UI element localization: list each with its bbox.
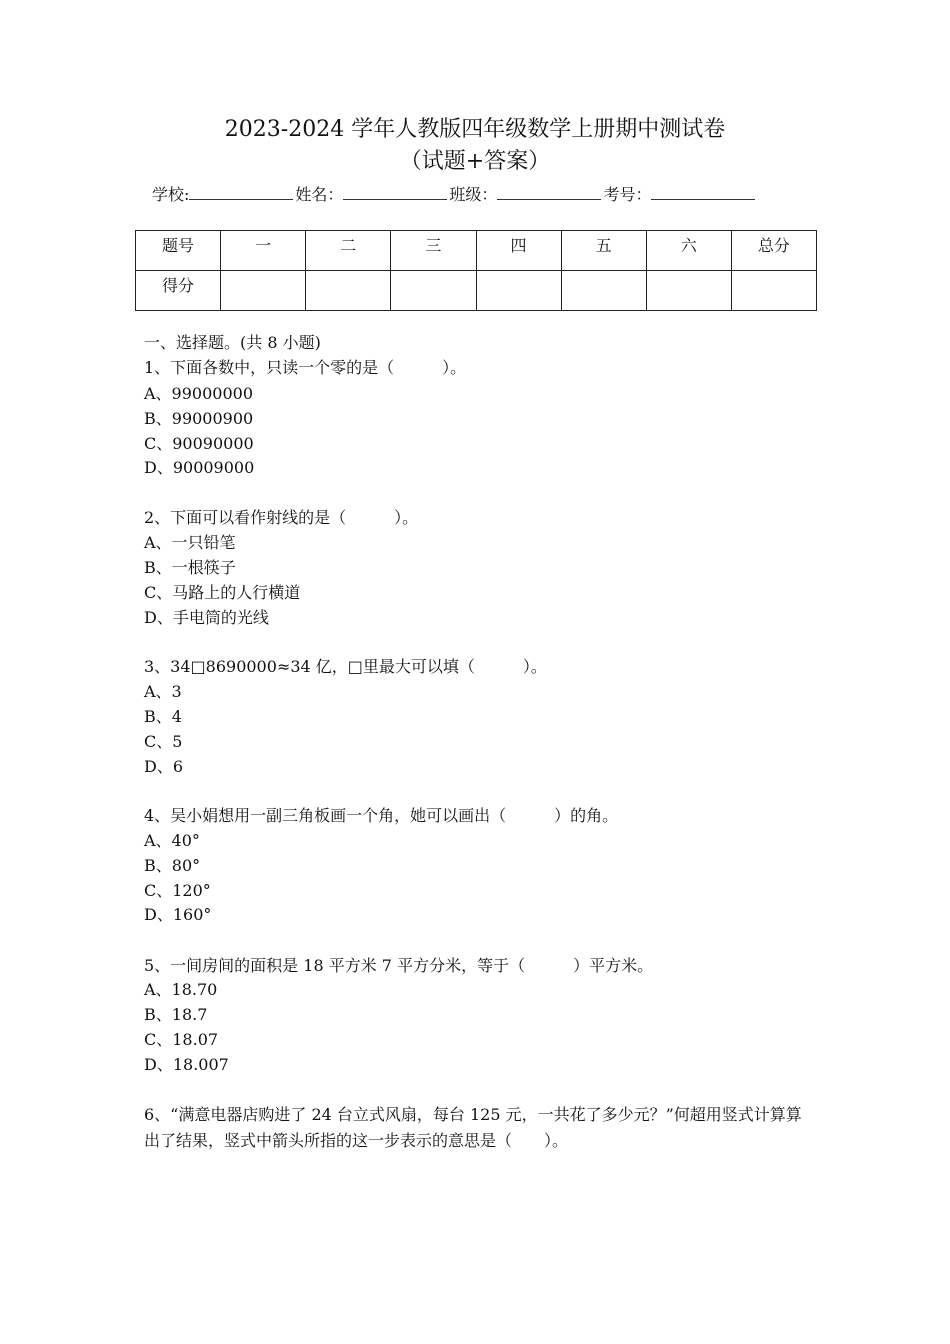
- score-cell[interactable]: [221, 271, 306, 311]
- page-title: 2023-2024 学年人教版四年级数学上册期中测试卷: [224, 117, 726, 142]
- score-cell[interactable]: [731, 271, 816, 311]
- question-option: D、18.007: [144, 1055, 229, 1074]
- score-row-label: 得分: [136, 271, 221, 311]
- school-label: 学校:: [152, 185, 190, 204]
- question-option: C、90090000: [144, 434, 254, 453]
- question-option: C、5: [144, 732, 183, 751]
- score-table-score-row: [136, 271, 817, 311]
- question-option: B、99000900: [144, 409, 254, 428]
- question-option: A、99000000: [144, 384, 253, 403]
- question-option: A、18.70: [144, 980, 218, 999]
- score-header-cell: 二: [306, 231, 391, 271]
- score-table-header-row: [136, 231, 817, 271]
- question-option: B、4: [144, 707, 182, 726]
- score-cell[interactable]: [391, 271, 476, 311]
- question-option: B、18.7: [144, 1005, 208, 1024]
- score-header-cell: 总分: [731, 231, 816, 271]
- score-header-cell: 题号: [136, 231, 221, 271]
- question-option: C、120°: [144, 881, 211, 900]
- question-stem: 1、下面各数中，只读一个零的是（ ）。: [144, 358, 467, 377]
- score-header-cell: 六: [646, 231, 731, 271]
- score-header-cell: 三: [391, 231, 476, 271]
- question-option: D、160°: [144, 905, 212, 924]
- question-option: A、40°: [144, 831, 200, 850]
- exam-no-label: 考号：: [603, 185, 652, 204]
- score-cell[interactable]: [476, 271, 561, 311]
- score-cell[interactable]: [306, 271, 391, 311]
- school-blank[interactable]: [189, 185, 293, 200]
- score-header-cell: 五: [561, 231, 646, 271]
- score-header-cell: 一: [221, 231, 306, 271]
- score-table: [135, 230, 817, 311]
- name-blank[interactable]: [343, 185, 447, 200]
- class-blank[interactable]: [497, 185, 601, 200]
- section-heading: 一、选择题。(共 8 小题): [144, 333, 321, 352]
- score-cell[interactable]: [646, 271, 731, 311]
- question-option: D、90009000: [144, 458, 255, 477]
- score-cell[interactable]: [561, 271, 646, 311]
- question-option: B、80°: [144, 856, 201, 875]
- question-stem: 5、一间房间的面积是 18 平方米 7 平方分米，等于（ ）平方米。: [144, 956, 654, 975]
- score-header-cell: 四: [476, 231, 561, 271]
- name-label: 姓名：: [295, 185, 344, 204]
- question-option: D、6: [144, 757, 184, 776]
- question-stem: 4、吴小娟想用一副三角板画一个角，她可以画出（ ）的角。: [144, 806, 619, 825]
- question-option: A、3: [144, 682, 182, 701]
- exam-no-blank[interactable]: [651, 185, 755, 200]
- question-stem: 3、34□8690000≈34 亿，□里最大可以填（ ）。: [144, 657, 547, 676]
- question-stem: 2、下面可以看作射线的是（ ）。: [144, 508, 419, 527]
- class-label: 班级：: [449, 185, 498, 204]
- question-option: B、一根筷子: [144, 558, 236, 577]
- question-option: D、手电筒的光线: [144, 608, 269, 627]
- question-option: A、一只铅笔: [144, 533, 236, 552]
- question-option: C、18.07: [144, 1030, 219, 1049]
- student-info-line: [152, 182, 757, 205]
- question-option: C、马路上的人行横道: [144, 583, 301, 602]
- question-stem: 6、“满意电器店购进了 24 台立式风扇，每台 125 元，一共花了多少元？”何超用竖式计算算出了结果，竖式中箭头所指的这一步表示的意思是（ ）。: [144, 1105, 802, 1150]
- page-subtitle: （试题+答案）: [399, 149, 551, 174]
